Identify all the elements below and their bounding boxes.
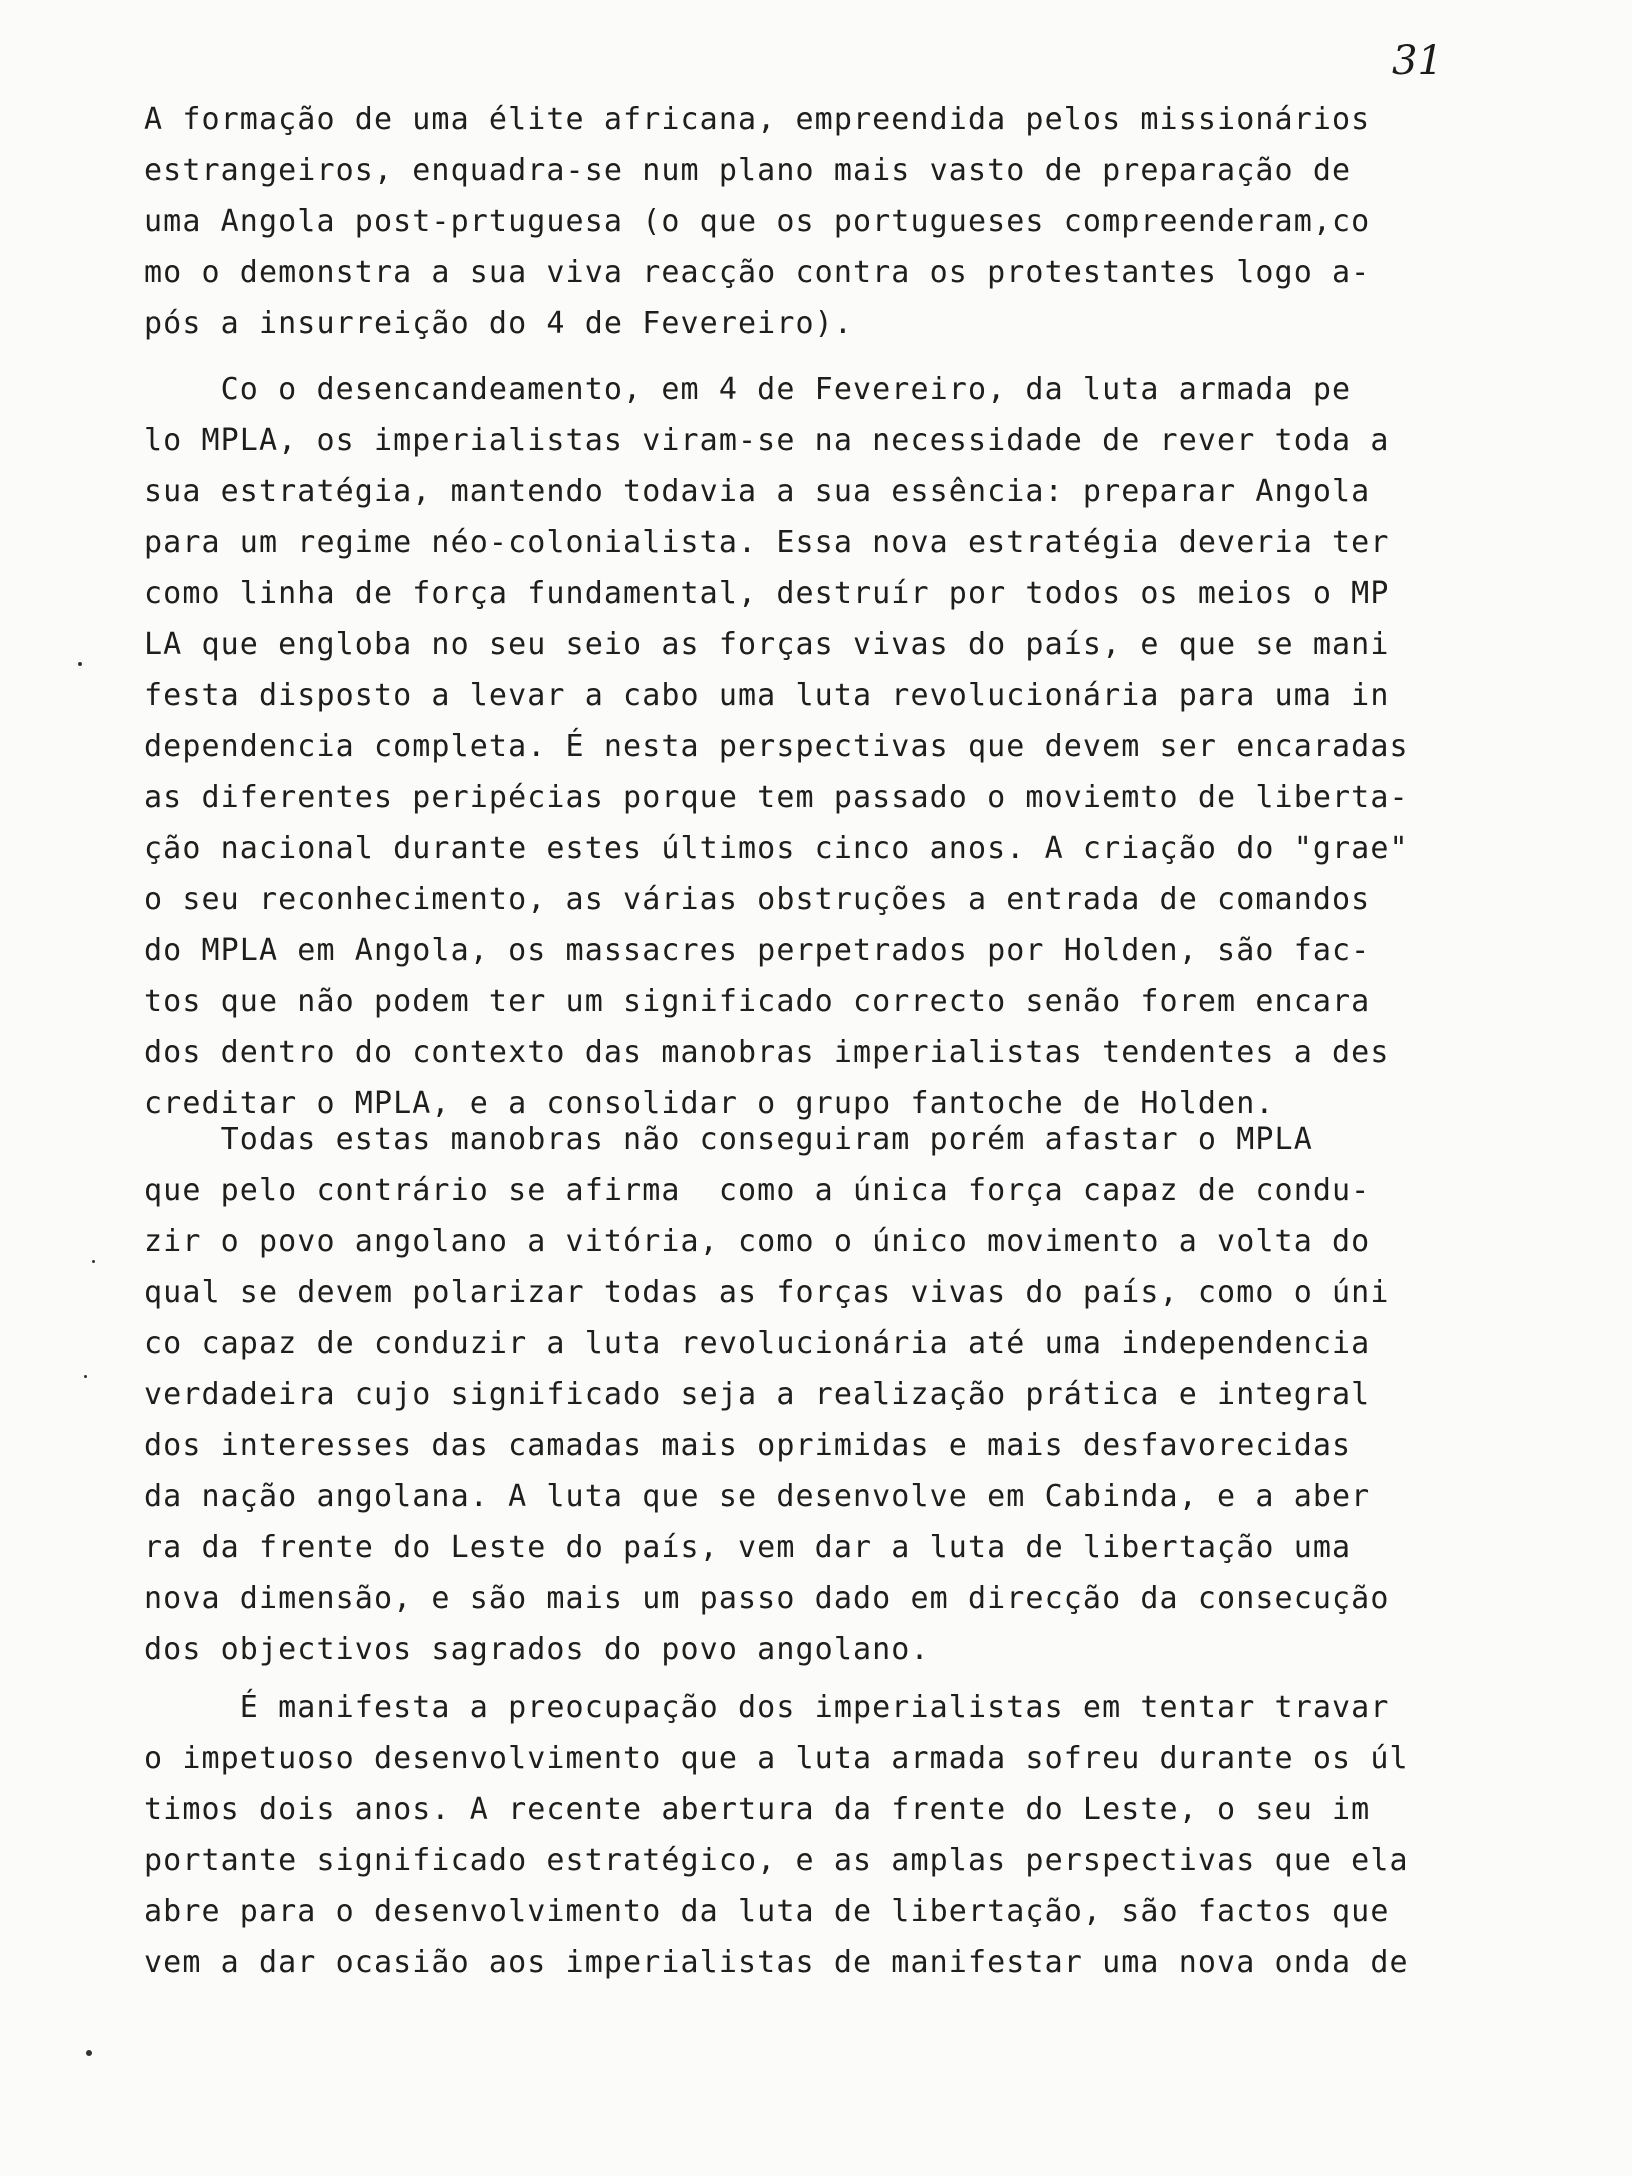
text-line: abre para o desenvolvimento da luta de libertação, são factos que: [144, 1894, 1390, 1929]
text-line: dos objectivos sagrados do povo angolano.: [144, 1632, 930, 1667]
text-line: timos dois anos. A recente abertura da frente do Leste, o seu im: [144, 1792, 1371, 1827]
text-line: É manifesta a preocupação dos imperialistas em tentar travar: [144, 1690, 1390, 1725]
text-line: verdadeira cujo significado seja a realização prática e integral: [144, 1377, 1371, 1412]
text-line: Co o desencandeamento, em 4 de Fevereiro, da luta armada pe: [144, 372, 1352, 407]
text-line: festa disposto a levar a cabo uma luta revolucionária para uma in: [144, 678, 1390, 713]
text-line: o impetuoso desenvolvimento que a luta armada sofreu durante os úl: [144, 1741, 1409, 1776]
text-line: nova dimensão, e são mais um passo dado em direcção da consecução: [144, 1581, 1390, 1616]
text-line: zir o povo angolano a vitória, como o único movimento a volta do: [144, 1224, 1371, 1259]
text-line: sua estratégia, mantendo todavia a sua essência: preparar Angola: [144, 474, 1371, 509]
text-line: A formação de uma élite africana, empreendida pelos missionários: [144, 102, 1371, 137]
text-line: Todas estas manobras não conseguiram porém afastar o MPLA: [144, 1122, 1313, 1157]
text-line: vem a dar ocasião aos imperialistas de manifestar uma nova onda de: [144, 1945, 1409, 1980]
page-number: 31: [1392, 38, 1443, 84]
scan-speck: [86, 2050, 92, 2056]
text-line: tos que não podem ter um significado correcto senão forem encara: [144, 984, 1371, 1019]
text-line: como linha de força fundamental, destruír por todos os meios o MP: [144, 576, 1390, 611]
text-line: qual se devem polarizar todas as forças vivas do país, como o úni: [144, 1275, 1390, 1310]
text-line: para um regime néo-colonialista. Essa nova estratégia deveria ter: [144, 525, 1390, 560]
text-line: as diferentes peripécias porque tem passado o moviemto de liberta-: [144, 780, 1409, 815]
text-line: portante significado estratégico, e as amplas perspectivas que ela: [144, 1843, 1409, 1878]
text-line: dos interesses das camadas mais oprimidas e mais desfavorecidas: [144, 1428, 1352, 1463]
text-line: ção nacional durante estes últimos cinco anos. A criação do "grae": [144, 831, 1409, 866]
text-line: pós a insurreição do 4 de Fevereiro).: [144, 306, 853, 341]
text-line: mo o demonstra a sua viva reacção contra os protestantes logo a-: [144, 255, 1371, 290]
text-line: da nação angolana. A luta que se desenvolve em Cabinda, e a aber: [144, 1479, 1371, 1514]
text-line: ra da frente do Leste do país, vem dar a luta de libertação uma: [144, 1530, 1352, 1565]
text-line: o seu reconhecimento, as várias obstruções a entrada de comandos: [144, 882, 1371, 917]
text-line: co capaz de conduzir a luta revolucionária até uma independencia: [144, 1326, 1371, 1361]
text-line: creditar o MPLA, e a consolidar o grupo fantoche de Holden.: [144, 1086, 1275, 1121]
scan-speck: [84, 1375, 87, 1378]
scan-speck: [92, 1260, 95, 1263]
text-line: LA que engloba no seu seio as forças vivas do país, e que se mani: [144, 627, 1390, 662]
text-line: uma Angola post-prtuguesa (o que os portugueses compreenderam,co: [144, 204, 1371, 239]
text-line: dependencia completa. É nesta perspectivas que devem ser encaradas: [144, 729, 1409, 764]
text-line: estrangeiros, enquadra-se num plano mais vasto de preparação de: [144, 153, 1352, 188]
scan-speck: [78, 662, 82, 666]
text-line: lo MPLA, os imperialistas viram-se na necessidade de rever toda a: [144, 423, 1390, 458]
text-line: dos dentro do contexto das manobras imperialistas tendentes a des: [144, 1035, 1390, 1070]
text-line: do MPLA em Angola, os massacres perpetrados por Holden, são fac-: [144, 933, 1371, 968]
text-line: que pelo contrário se afirma como a única força capaz de condu-: [144, 1173, 1371, 1208]
